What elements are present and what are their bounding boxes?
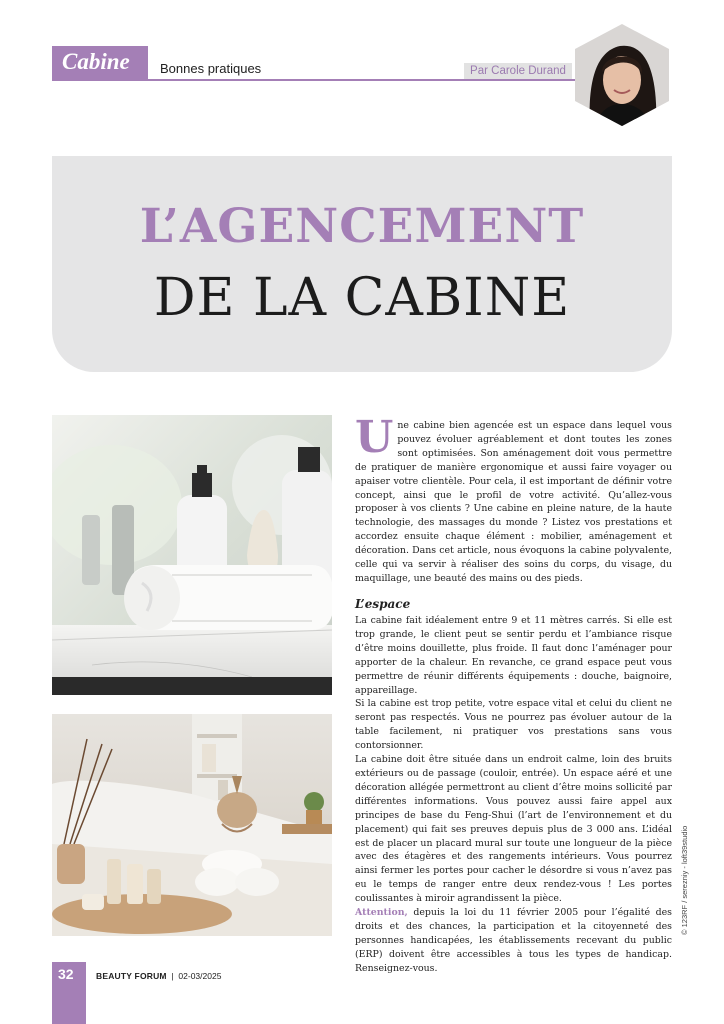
article-intro [355, 412, 672, 586]
publication-name: BEAUTY FORUM [96, 971, 167, 981]
header-rule [52, 79, 582, 81]
paragraph: La cabine fait idéalement entre 9 et 11 mètres carrés. Si elle est trop grande, le client peut se sentir perdu et l’ambiance risque d’être moins douillette, plus froide. Il faut donc l’aménager pour apporter de la chaleur. En revanche, ce grand espace peut vous permettre de réunir différents équipements : douche, baignoire, appareillage. [355, 615, 672, 696]
paragraph: Si la cabine est trop petite, votre espace vital et celui du client ne seront pas respectés. Vous ne pourrez pas évoluer autour de la table facilement, ni pratiquer vos prestations sans vous contorsionner. [355, 698, 672, 752]
section-subtitle: Bonnes pratiques [160, 61, 262, 76]
article-title-line2: DE LA CABINE [153, 268, 571, 328]
page-number-box [52, 962, 86, 1024]
drop-cap: U [355, 412, 394, 463]
paragraph: La cabine doit être située dans un endroit calme, loin des bruits extérieurs ou de passage (couloir, entrée). Un espace aéré et une décoration allégée permettront au client d’être moins sollicité par différentes informations. Vous pouvez aussi faire appel aux principes de base du Feng-Shui (l’art de l’environnement et du placement) qui fait ses preuves depuis plus de 3 000 ans. L’idéal est de placer un placard mural sur toute une longueur de la pièce avec des étagères et des rangements intérieurs. Vous pourrez ainsi fermer les portes pour cacher le désordre si vous n’avez pas eu le temps de ranger entre deux rendez-vous ! Les portes coulissantes à miroir agrandissent la pièce. [355, 754, 672, 905]
section-heading: L’espace [355, 597, 411, 611]
article-body [355, 614, 672, 976]
attention-label: Attention, [355, 907, 408, 919]
paragraph [355, 906, 672, 976]
spa-towel-photo [52, 415, 332, 695]
intro-text: ne cabine bien agencée est un espace dans lequel vous pouvez évoluer agréablement et dont toutes les zones sont optimisées. Son aménagement doit vous permettre de pratiquer de manière ergonomique et aussi faire voyager ou apaiser votre clientèle. Pour cela, il est important de définir votre concept, ainsi que le profil de votre activité. Qu’allez-vous proposer à vos clients ? Une cabine en pleine nature, de la haute technologie, des massages du monde ? Listez vos prestations et accordez ensuite chaque élément : mobilier, aménagement et décoration. Dans cet article, nous évoquons la cabine polyvalente, celle qui va servir à réaliser des soins du corps, du visage, du maquillage, une beauté des mains ou des pieds. [355, 420, 672, 584]
photo-credit: © 123RF / serezniy - loft39studio [680, 825, 689, 935]
section-tag [52, 46, 148, 80]
author-portrait [572, 22, 672, 128]
footer-separator: | [169, 971, 177, 981]
author-byline: Par Carole Durand [464, 63, 572, 79]
attention-text: depuis la loi du 11 février 2005 pour l’égalité des droits et des chances, la participation et la citoyenneté des personnes handicapées, les établissements recevant du public (ERP) doivent être accessibles à tous les types de handicap. Renseignez-vous. [355, 907, 672, 974]
massage-room-photo [52, 714, 332, 936]
publication-footer [96, 971, 221, 981]
section-label: Cabine [62, 49, 130, 74]
title-banner [52, 156, 672, 372]
page-number: 32 [58, 966, 74, 982]
article-title-line1: L’AGENCEMENT [139, 199, 585, 254]
issue-date: 02-03/2025 [178, 971, 222, 981]
